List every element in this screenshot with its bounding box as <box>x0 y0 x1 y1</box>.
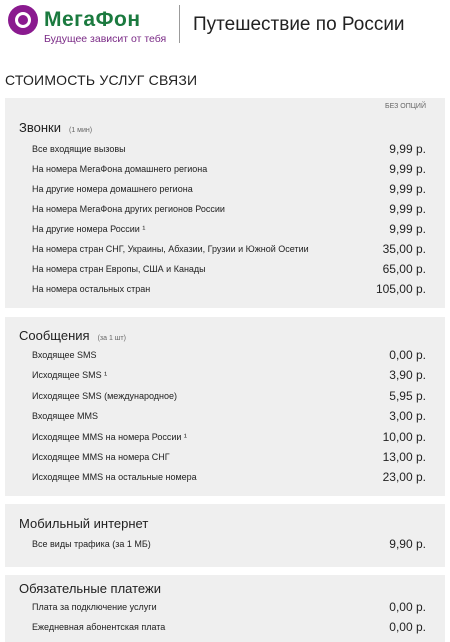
row-price: 105,00 р. <box>375 282 426 296</box>
page-title: Путешествие по России <box>193 14 405 35</box>
row-price: 3,90 р. <box>389 368 426 382</box>
calls-panel <box>5 98 445 308</box>
row-label: На номера МегаФона домашнего региона <box>32 164 208 174</box>
megafon-logo <box>8 5 168 45</box>
row-label: Исходящее MMS на остальные номера <box>32 472 197 482</box>
row-label: Входящее MMS <box>32 411 99 421</box>
row-label: Исходящее MMS на номера СНГ <box>32 452 170 462</box>
payments-title: Обязательные платежи <box>19 581 161 596</box>
table-row <box>32 221 426 241</box>
row-label: На номера стран Европы, США и Канады <box>32 264 206 274</box>
table-row <box>32 367 426 387</box>
calls-title-text: Звонки <box>19 120 61 135</box>
row-label: Исходящее SMS ¹ <box>32 370 108 380</box>
table-row <box>32 469 426 489</box>
row-label: Исходящее SMS (международное) <box>32 391 177 401</box>
table-row <box>32 536 426 556</box>
messages-title-text: Сообщения <box>19 328 90 343</box>
row-price: 9,99 р. <box>389 162 426 176</box>
row-price: 0,00 р. <box>389 600 426 614</box>
row-label: На номера МегаФона других регионов России <box>32 204 225 214</box>
row-price: 9,99 р. <box>389 222 426 236</box>
column-header-no-options: БЕЗ ОПЦИЙ <box>385 103 426 110</box>
table-row <box>32 347 426 367</box>
table-row <box>32 141 426 161</box>
brand-name: МегаФон <box>44 8 141 31</box>
row-price: 0,00 р. <box>389 620 426 634</box>
brand-tagline: Будущее зависит от тебя <box>44 33 167 45</box>
row-label: Исходящее MMS на номера России ¹ <box>32 432 187 442</box>
table-row <box>32 408 426 428</box>
table-row <box>32 619 426 639</box>
table-row <box>32 449 426 469</box>
table-row <box>32 281 426 301</box>
payments-panel <box>5 575 445 642</box>
header-divider <box>179 5 180 43</box>
row-price: 35,00 р. <box>382 242 426 256</box>
row-label: Входящее SMS <box>32 350 97 360</box>
row-price: 0,00 р. <box>389 348 426 362</box>
messages-panel <box>5 317 445 496</box>
page-header <box>0 0 450 52</box>
row-label: На другие номера России ¹ <box>32 224 146 234</box>
table-row <box>32 241 426 261</box>
row-price: 10,00 р. <box>382 430 426 444</box>
table-row <box>32 429 426 449</box>
table-row <box>32 201 426 221</box>
row-price: 13,00 р. <box>382 450 426 464</box>
row-label: Все входящие вызовы <box>32 144 126 154</box>
internet-title: Мобильный интернет <box>19 516 149 531</box>
row-label: Ежедневная абонентская плата <box>32 622 166 632</box>
row-price: 9,99 р. <box>389 182 426 196</box>
row-label: На другие номера домашнего региона <box>32 184 193 194</box>
table-row <box>32 388 426 408</box>
row-label: На номера стран СНГ, Украины, Абхазии, Грузии и Южной Осетии <box>32 244 309 254</box>
messages-unit: (за 1 шт) <box>97 335 126 342</box>
row-price: 9,99 р. <box>389 142 426 156</box>
row-price: 65,00 р. <box>382 262 426 276</box>
table-row <box>32 181 426 201</box>
table-row <box>32 261 426 281</box>
row-price: 9,99 р. <box>389 202 426 216</box>
row-label: На номера остальных стран <box>32 284 151 294</box>
row-label: Все виды трафика (за 1 МБ) <box>32 539 151 549</box>
messages-title <box>19 328 126 343</box>
row-price: 23,00 р. <box>382 470 426 484</box>
megafon-logo-icon <box>8 5 38 35</box>
row-price: 5,95 р. <box>389 389 426 403</box>
row-label: Плата за подключение услуги <box>32 602 157 612</box>
section-title: СТОИМОСТЬ УСЛУГ СВЯЗИ <box>5 72 198 88</box>
internet-panel <box>5 504 445 567</box>
row-price: 3,00 р. <box>389 409 426 423</box>
table-row <box>32 599 426 619</box>
table-row <box>32 161 426 181</box>
calls-unit: (1 мин) <box>68 127 93 134</box>
row-price: 9,90 р. <box>389 537 426 551</box>
calls-title <box>19 120 92 135</box>
